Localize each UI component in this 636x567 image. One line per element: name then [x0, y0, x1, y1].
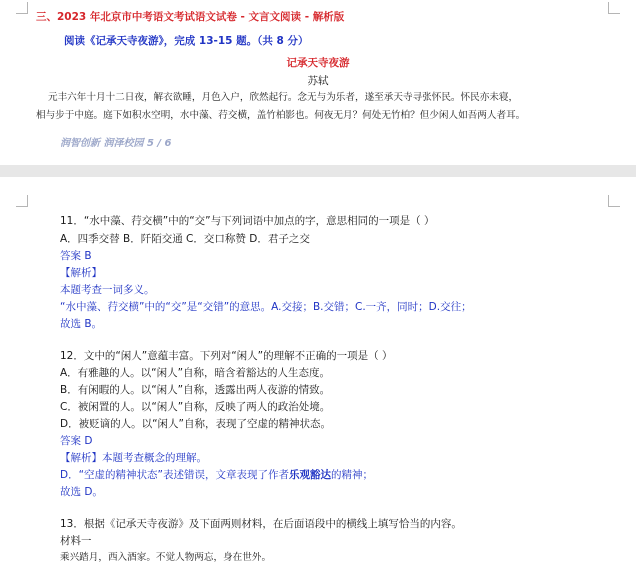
passage-line: 元丰六年十月十二日夜，解衣欲睡，月色入户，欣然起行。念无与为乐者，遂至承天寺寻张怀民。怀民亦未寝， [48, 92, 519, 103]
explanation-12-text: D．“空虚的精神状态”表述错误，文章表现了作者 [60, 469, 289, 481]
question-12-option-c: C．被闲置的人。以“闲人”自称，反映了两人的政治处境。 [60, 401, 331, 413]
footer-brand-text: 润智创新 润泽校园 [60, 138, 144, 149]
poem-title: 记承天寺夜游 [286, 57, 350, 69]
question-11: 11．“水中藻、荇交横”中的“交”与下列词语中加点的字，意思相同的一项是（ ） [60, 215, 435, 227]
answer-12: 答案 D [60, 435, 93, 447]
question-12-option-b: B．有闲暇的人。以“闲人”自称，透露出两人夜游的情致。 [60, 384, 331, 396]
passage-line: 相与步于中庭。庭下如积水空明，水中藻、荇交横，盖竹柏影也。何夜无月？何处无竹柏？但少闲人如吾两人者耳。 [36, 110, 526, 121]
crop-mark [608, 195, 620, 207]
conclusion-12: 故选 D。 [60, 486, 103, 498]
analysis-label-11: 【解析】 [60, 267, 102, 279]
material-text: 乘兴踏月，西入酒家。不觉人物两忘，身在世外。 [60, 552, 272, 563]
poem-author: 苏轼 [307, 75, 329, 87]
footer-brand [60, 137, 172, 151]
section-header: 三、2023 年北京市中考语文考试语文试卷 - 文言文阅读 - 解析版 [36, 11, 345, 23]
answer-11: 答案 B [60, 250, 92, 262]
explanation-12-tail: 的精神； [330, 469, 373, 481]
crop-mark [608, 2, 620, 14]
document-page-6 [0, 177, 636, 567]
analysis-11-detail: “水中藻、荇交横”中的“交”是“交错”的意思。A.交接；B.交错；C.一齐，同时；D.交往； [60, 301, 472, 313]
conclusion-11: 故选 B。 [60, 318, 103, 330]
material-label: 材料一 [60, 535, 92, 547]
question-11-options: A．四季交替 B．阡陌交通 C．交口称赞 D．君子之交 [60, 233, 310, 245]
question-12-option-a: A．有雅趣的人。以“闲人”自称，暗含着豁达的人生态度。 [60, 367, 331, 379]
question-12-option-d: D．被贬谪的人。以“闲人”自称，表现了空虚的精神状态。 [60, 418, 331, 430]
analysis-11-topic: 本题考查一词多义。 [60, 284, 155, 296]
crop-mark [16, 195, 28, 207]
crop-mark [16, 2, 28, 14]
question-13: 13．根据《记承天寺夜游》及下面两则材料，在后面语段中的横线上填写恰当的内容。 [60, 518, 462, 530]
analysis-12: 【解析】本题考查概念的理解。 [60, 452, 207, 464]
explanation-12 [60, 468, 373, 482]
document-page-5 [0, 0, 636, 165]
page-number: 5 / 6 [146, 138, 172, 149]
reading-instruction: 阅读《记承天寺夜游》，完成 13-15 题。（共 8 分） [64, 35, 309, 47]
question-12: 12．文中的“闲人”意蕴丰富。下列对“闲人”的理解不正确的一项是（ ） [60, 350, 393, 362]
explanation-12-highlight: 乐观豁达 [288, 469, 331, 481]
